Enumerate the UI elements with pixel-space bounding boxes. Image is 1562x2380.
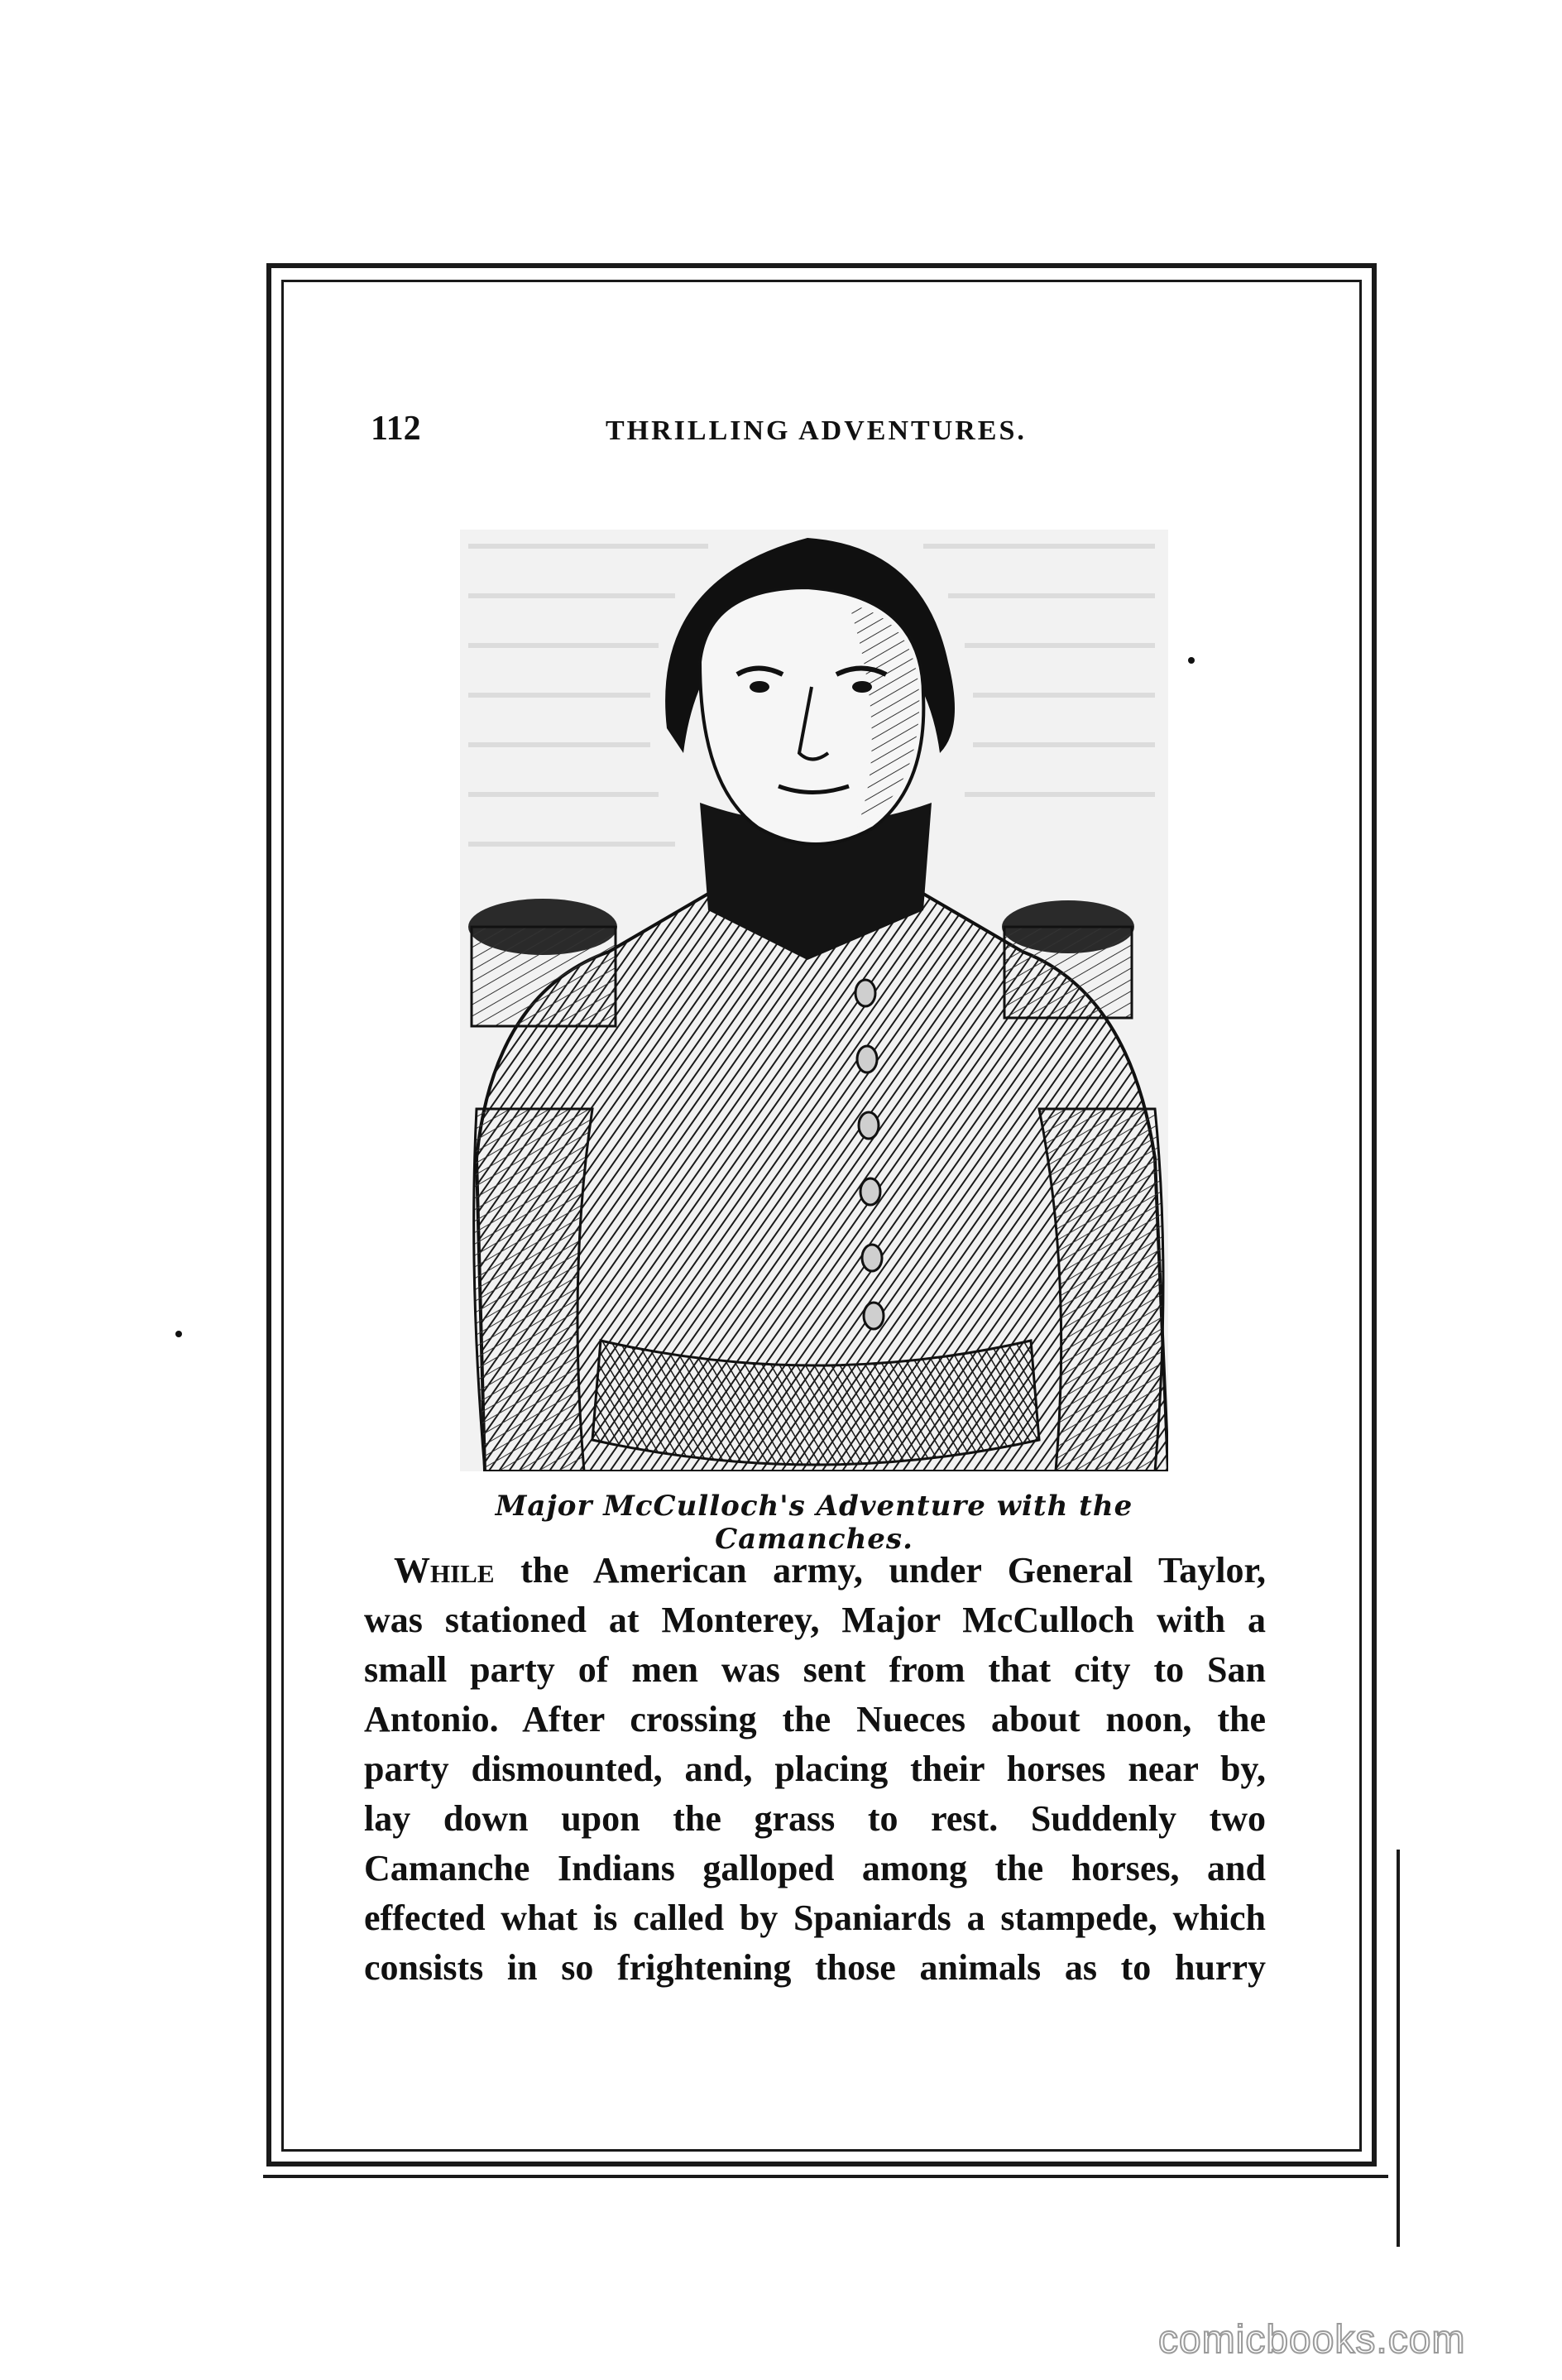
portrait-engraving [460,530,1168,1471]
portrait-engraving-image [460,530,1168,1471]
text-line: effected what is called by Spaniards a stampede, which [364,1898,1266,1938]
body-paragraph [364,1546,1266,1993]
page-number: 112 [371,410,421,448]
text-line: lay down upon the grass to rest. Suddenly two [364,1798,1266,1839]
print-speck [1188,657,1195,664]
running-head: THRILLING ADVENTURES. [606,415,1027,446]
frame-bottom-rule [263,2175,1388,2178]
frame-right-rule [1397,1850,1400,2247]
text-line: was stationed at Monterey, Major McCulloch with a [364,1600,1266,1640]
illustration-caption: Major McCulloch's Adventure with the Camanches. [495,1490,1133,1556]
text-line: small party of men was sent from that city to San [364,1649,1266,1690]
text-line: consists in so frightening those animals as to hurry [364,1947,1266,1988]
text-line: Camanche Indians galloped among the horses, and [364,1848,1266,1888]
epaulette-right [1002,900,1134,1018]
text-line: While the American army, under General Taylor, [394,1550,1266,1591]
drop-word: While [394,1550,495,1591]
text-line: party dismounted, and, placing their horses near by, [364,1749,1266,1789]
epaulette-left [468,899,617,1026]
watermark: comicbooks.com [1158,2318,1466,2362]
print-speck [175,1331,182,1337]
text-line: Antonio. After crossing the Nueces about noon, the [364,1699,1266,1739]
